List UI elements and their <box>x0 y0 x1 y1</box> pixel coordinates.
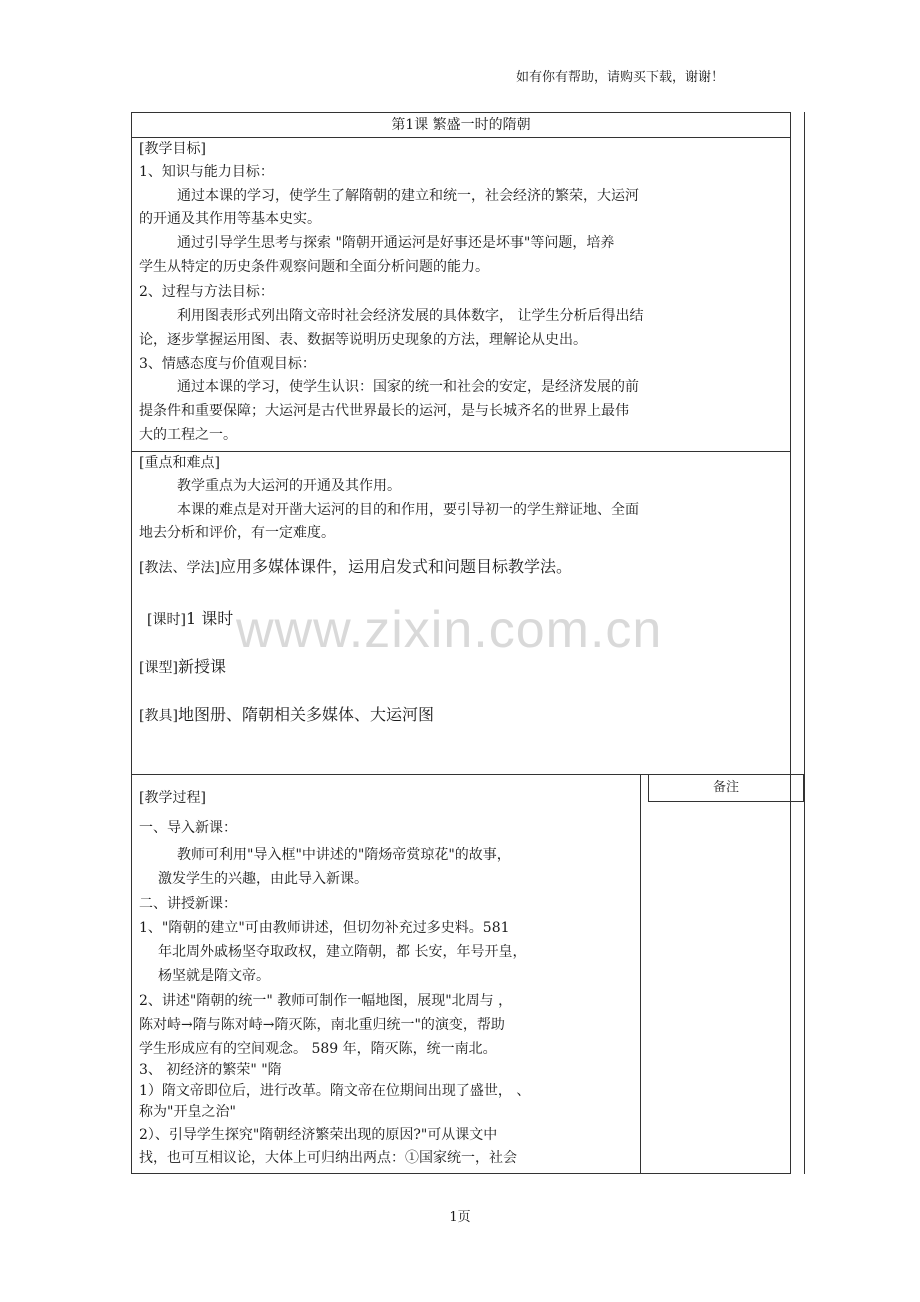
tools-line <box>139 705 434 726</box>
method-label: [教法、学法] <box>139 560 220 576</box>
objective-1-heading: 1、知识与能力目标： <box>139 164 274 180</box>
item-2-text: 2、讲述"隋朝的统一" 教师可制作一幅地图，展现"北周与 ， <box>139 993 513 1009</box>
key-point-text: 教学重点为大运河的开通及其作用。 <box>177 478 401 494</box>
remark-column <box>640 774 791 1174</box>
hours-label: [课时] <box>147 612 186 628</box>
item-1-text-end: 杨坚就是隋文帝。 <box>158 968 270 984</box>
item-2-text-end: 学生形成应有的空间观念。 589 年，隋灭陈，统一南北。 <box>139 1041 497 1057</box>
objective-1-text: 通过本课的学习，使学生了解隋朝的建立和统一，社会经济的繁荣，大运河 <box>177 188 639 204</box>
item-3-sub-2-cont: 找，也可互相议论，大体上可归纳出两点：①国家统一，社会 <box>139 1150 517 1166</box>
lesson-title: 第1课 繁盛一时的隋朝 <box>131 112 791 138</box>
intro-text-cont: 激发学生的兴趣，由此导入新课。 <box>158 871 368 887</box>
item-1-text-cont: 年北周外戚杨坚夺取政权，建立隋朝，都 长安，年号开皇， <box>158 944 527 960</box>
lesson-type-label: [课型] <box>139 660 178 676</box>
item-3-sub-2: 2）、引导学生探究"隋朝经济繁荣出现的原因?"可从课文中 <box>139 1127 498 1143</box>
objective-2-text-cont: 论，逐步掌握运用图、表、数据等说明历史现象的方法，理解论从史出。 <box>139 332 587 348</box>
process-heading: [教学过程] <box>139 790 206 806</box>
objective-3-text: 通过本课的学习，使学生认识：国家的统一和社会的安定，是经济发展的前 <box>177 379 639 395</box>
difficulty-text: 本课的难点是对开凿大运河的目的和作用，要引导初一的学生辩证地、全面 <box>177 502 639 518</box>
objective-1-text-cont: 的开通及其作用等基本史实。 <box>139 211 321 227</box>
item-3-heading: 3、 初经济的繁荣" "隋 <box>139 1062 282 1078</box>
objective-3-heading: 3、情感态度与价值观目标： <box>139 356 316 372</box>
objective-1-text-2-cont: 学生从特定的历史条件观察问题和全面分析问题的能力。 <box>139 259 489 275</box>
item-2-text-cont: 陈对峙→隋与陈对峙→隋灭陈，南北重归统一"的演变，帮助 <box>139 1017 505 1033</box>
hours-text: 1 课时 <box>185 609 234 628</box>
objective-1-text-2: 通过引导学生思考与探索 "隋朝开通运河是好事还是坏事"等问题，培养 <box>177 235 615 251</box>
method-line <box>139 557 572 578</box>
objective-2-heading: 2、过程与方法目标： <box>139 284 274 300</box>
item-3-sub-1-cont: 称为"开皇之治" <box>139 1104 236 1120</box>
watermark: www.zixin.com.cn <box>236 601 663 659</box>
objective-2-text: 利用图表形式列出隋文帝时社会经济发展的具体数字， 让学生分析后得出结 <box>177 308 644 324</box>
objective-3-text-cont: 提条件和重要保障；大运河是古代世界最长的运河，是与长城齐名的世界上最伟 <box>139 403 629 419</box>
section-intro: 一、导入新课： <box>139 820 237 836</box>
objectives-heading: [教学目标] <box>139 141 206 157</box>
intro-text: 教师可利用"导入框"中讲述的"隋炀帝赏琼花"的故事， <box>177 847 511 863</box>
remark-header: 备注 <box>648 774 804 802</box>
tools-label: [教具] <box>139 708 178 724</box>
page-number: 1页 <box>449 1210 471 1225</box>
objective-3-text-end: 大的工程之一。 <box>139 427 237 443</box>
tools-text: 地图册、隋朝相关多媒体、大运河图 <box>177 705 434 724</box>
section-new-lesson: 二、讲授新课： <box>139 896 237 912</box>
difficulty-text-cont: 地去分析和评价，有一定难度。 <box>139 525 335 541</box>
item-3-sub-1: 1）隋文帝即位后，进行改革。隋文帝在位期间出现了盛世， 、 <box>139 1083 531 1099</box>
section-divider <box>131 451 791 452</box>
lesson-type-line <box>139 657 226 678</box>
header-note: 如有你有帮助，请购买下载，谢谢！ <box>515 70 724 85</box>
hours-line <box>147 609 233 630</box>
item-1-text: 1、"隋朝的建立"可由教师讲述，但切勿补充过多史料。581 <box>139 920 510 936</box>
key-points-heading: [重点和难点] <box>139 455 220 471</box>
method-text: 应用多媒体课件，运用启发式和问题目标教学法。 <box>219 557 572 576</box>
lesson-type-text: 新授课 <box>177 657 226 676</box>
right-border-line <box>804 112 805 1174</box>
